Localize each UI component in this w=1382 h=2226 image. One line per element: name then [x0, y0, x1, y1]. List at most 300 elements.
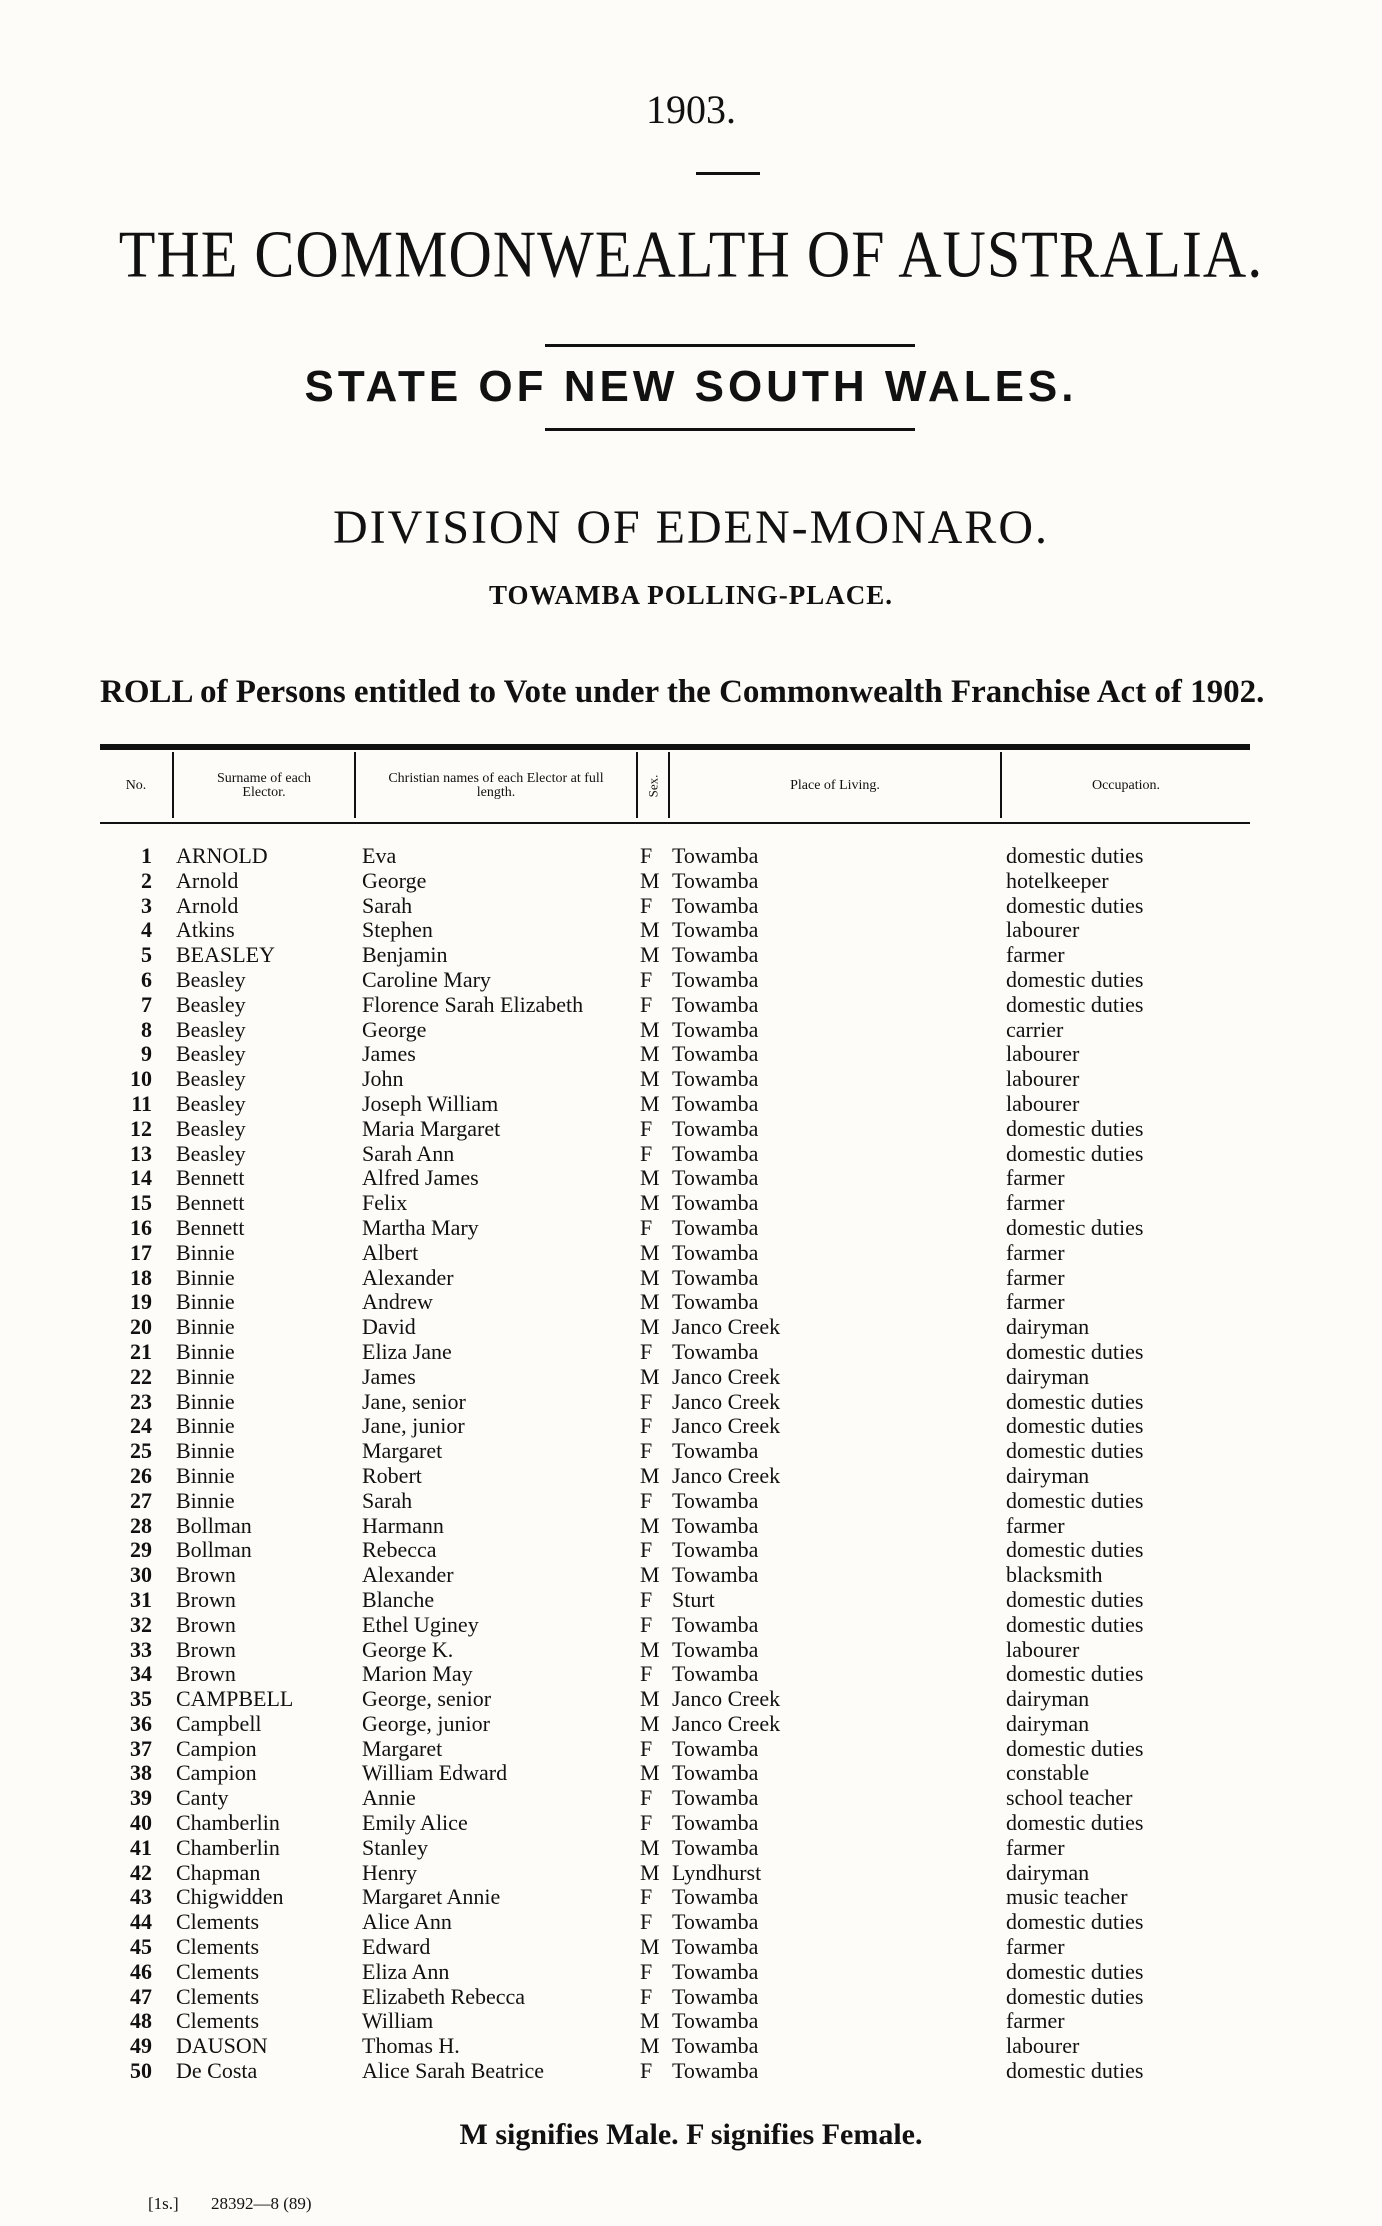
elector-sex: M — [640, 1041, 660, 1067]
elector-sex: F — [640, 1785, 653, 1811]
elector-occupation: domestic duties — [1006, 1388, 1144, 1414]
elector-occupation: domestic duties — [1006, 1958, 1144, 1984]
elector-christian-names: Emily Alice — [362, 1810, 468, 1836]
elector-number: 10 — [130, 1066, 152, 1092]
table-row — [0, 1489, 1382, 1514]
elector-place-of-living: Towamba — [672, 2058, 759, 2084]
elector-sex: F — [640, 1413, 653, 1439]
elector-occupation: farmer — [1006, 1190, 1065, 1216]
elector-place-of-living: Towamba — [672, 1834, 759, 1860]
table-row — [0, 1935, 1382, 1960]
table-row — [0, 968, 1382, 993]
elector-place-of-living: Towamba — [672, 1983, 759, 2009]
elector-place-of-living: Towamba — [672, 1785, 759, 1811]
elector-surname: Bollman — [176, 1512, 252, 1538]
elector-christian-names: Thomas H. — [362, 2033, 460, 2059]
elector-surname: Binnie — [176, 1462, 235, 1488]
table-row — [0, 1613, 1382, 1638]
elector-surname: Binnie — [176, 1438, 235, 1464]
elector-surname: Brown — [176, 1636, 236, 1662]
elector-surname: BEASLEY — [176, 942, 275, 968]
elector-surname: ARNOLD — [176, 843, 268, 868]
elector-christian-names: Andrew — [362, 1289, 433, 1315]
elector-christian-names: David — [362, 1314, 416, 1340]
elector-christian-names: Alexander — [362, 1264, 454, 1290]
elector-number: 20 — [130, 1314, 152, 1340]
elector-christian-names: George K. — [362, 1636, 454, 1662]
elector-christian-names: Edward — [362, 1934, 431, 1960]
elector-surname: Beasley — [176, 1090, 246, 1116]
elector-occupation: farmer — [1006, 1239, 1065, 1265]
elector-number: 3 — [141, 892, 152, 918]
elector-sex: F — [640, 1140, 653, 1166]
table-row — [0, 1761, 1382, 1786]
elector-place-of-living: Towamba — [672, 1611, 759, 1637]
elector-number: 15 — [130, 1190, 152, 1216]
elector-place-of-living: Towamba — [672, 1512, 759, 1538]
elector-occupation: farmer — [1006, 1289, 1065, 1315]
elector-number: 34 — [130, 1661, 152, 1687]
elector-number: 40 — [130, 1810, 152, 1836]
elector-place-of-living: Sturt — [672, 1586, 715, 1612]
elector-sex: F — [640, 1983, 653, 2009]
header-occupation: Occupation. — [1091, 778, 1161, 793]
elector-christian-names: William Edward — [362, 1760, 508, 1786]
elector-place-of-living: Towamba — [672, 1115, 759, 1141]
elector-number: 19 — [130, 1289, 152, 1315]
elector-sex: M — [640, 1264, 660, 1290]
elector-occupation: labourer — [1006, 2033, 1080, 2059]
elector-surname: Bennett — [176, 1190, 245, 1216]
elector-christian-names: Margaret — [362, 1438, 443, 1464]
elector-number: 47 — [130, 1983, 152, 2009]
elector-sex: M — [640, 1090, 660, 1116]
elector-number: 18 — [130, 1264, 152, 1290]
elector-number: 39 — [130, 1785, 152, 1811]
elector-sex: F — [640, 892, 653, 918]
page-title: THE COMMONWEALTH OF AUSTRALIA. — [118, 216, 1264, 291]
elector-sex: F — [640, 843, 653, 868]
elector-surname: Brown — [176, 1611, 236, 1637]
elector-occupation: constable — [1006, 1760, 1090, 1786]
elector-number: 36 — [130, 1710, 152, 1736]
elector-number: 33 — [130, 1636, 152, 1662]
elector-occupation: dairyman — [1006, 1363, 1090, 1389]
elector-surname: Beasley — [176, 1115, 246, 1141]
elector-place-of-living: Towamba — [672, 1016, 759, 1042]
elector-place-of-living: Janco Creek — [672, 1462, 781, 1488]
elector-sex: F — [640, 1884, 653, 1910]
elector-occupation: labourer — [1006, 1090, 1080, 1116]
division-heading: DIVISION OF EDEN-MONARO. — [333, 501, 1049, 554]
elector-number: 1 — [141, 843, 152, 868]
elector-number: 45 — [130, 1934, 152, 1960]
table-row — [0, 1390, 1382, 1415]
elector-occupation: domestic duties — [1006, 991, 1144, 1017]
elector-surname: Atkins — [176, 917, 235, 943]
elector-sex: M — [640, 1512, 660, 1538]
elector-sex: M — [640, 1859, 660, 1885]
elector-sex: M — [640, 1834, 660, 1860]
elector-number: 7 — [141, 991, 152, 1017]
elector-place-of-living: Towamba — [672, 966, 759, 992]
elector-occupation: domestic duties — [1006, 1115, 1144, 1141]
elector-number: 35 — [130, 1686, 152, 1712]
elector-surname: Chamberlin — [176, 1834, 280, 1860]
elector-surname: Brown — [176, 1562, 236, 1588]
elector-surname: Canty — [176, 1785, 229, 1811]
elector-sex: F — [640, 1735, 653, 1761]
elector-occupation: domestic duties — [1006, 1537, 1144, 1563]
elector-sex: F — [640, 991, 653, 1017]
elector-christian-names: Margaret — [362, 1735, 443, 1761]
elector-place-of-living: Towamba — [672, 1214, 759, 1240]
elector-surname: Beasley — [176, 966, 246, 992]
elector-christian-names: Rebecca — [362, 1537, 437, 1563]
elector-surname: Clements — [176, 1983, 260, 2009]
table-row — [0, 1290, 1382, 1315]
elector-surname: Campion — [176, 1760, 257, 1786]
elector-occupation: school teacher — [1006, 1785, 1133, 1811]
printer-code: [1s.] — [148, 2194, 179, 2213]
elector-place-of-living: Towamba — [672, 892, 759, 918]
elector-occupation: domestic duties — [1006, 2058, 1144, 2084]
elector-occupation: domestic duties — [1006, 1338, 1144, 1364]
table-row — [0, 1514, 1382, 1539]
elector-occupation: farmer — [1006, 1264, 1065, 1290]
elector-sex: F — [640, 1487, 653, 1513]
elector-surname: Binnie — [176, 1239, 235, 1265]
elector-occupation: labourer — [1006, 1636, 1080, 1662]
table-row — [0, 943, 1382, 968]
roll-title: ROLL of Persons entitled to Vote under the Commonwealth Franchise Act of 1902. — [100, 674, 1265, 710]
elector-place-of-living: Towamba — [672, 1140, 759, 1166]
elector-number: 9 — [141, 1041, 152, 1067]
elector-sex: F — [640, 1537, 653, 1563]
elector-number: 49 — [130, 2033, 152, 2059]
elector-surname: Clements — [176, 1958, 260, 1984]
elector-occupation: dairyman — [1006, 1859, 1090, 1885]
elector-number: 25 — [130, 1438, 152, 1464]
elector-occupation: farmer — [1006, 1934, 1065, 1960]
elector-occupation: farmer — [1006, 2008, 1065, 2034]
elector-place-of-living: Towamba — [672, 1264, 759, 1290]
table-row — [0, 1588, 1382, 1613]
table-row — [0, 844, 1382, 869]
table-row — [0, 2009, 1382, 2034]
elector-surname: CAMPBELL — [176, 1686, 294, 1712]
elector-christian-names: Stanley — [362, 1834, 428, 1860]
table-row — [0, 1266, 1382, 1291]
elector-place-of-living: Towamba — [672, 2033, 759, 2059]
elector-number: 43 — [130, 1884, 152, 1910]
elector-occupation: domestic duties — [1006, 1810, 1144, 1836]
elector-christian-names: Stephen — [362, 917, 433, 943]
elector-occupation: farmer — [1006, 1834, 1065, 1860]
elector-surname: Beasley — [176, 1140, 246, 1166]
header-christian-names: Christian names of each Elector at full length. — [388, 771, 604, 800]
elector-number: 46 — [130, 1958, 152, 1984]
elector-surname: Binnie — [176, 1388, 235, 1414]
elector-christian-names: Henry — [362, 1859, 417, 1885]
elector-christian-names: Alice Ann — [362, 1909, 452, 1935]
elector-sex: M — [640, 917, 660, 943]
elector-place-of-living: Towamba — [672, 1289, 759, 1315]
elector-sex: M — [640, 1016, 660, 1042]
elector-surname: Campion — [176, 1735, 257, 1761]
elector-sex: M — [640, 1289, 660, 1315]
elector-christian-names: Eliza Jane — [362, 1338, 452, 1364]
table-row — [0, 1414, 1382, 1439]
elector-occupation: hotelkeeper — [1006, 867, 1109, 893]
elector-christian-names: Eliza Ann — [362, 1958, 450, 1984]
elector-place-of-living: Janco Creek — [672, 1314, 781, 1340]
elector-christian-names: Margaret Annie — [362, 1884, 501, 1910]
elector-sex: F — [640, 1586, 653, 1612]
elector-sex: F — [640, 966, 653, 992]
elector-number: 22 — [130, 1363, 152, 1389]
table-row — [0, 1067, 1382, 1092]
table-row — [0, 1638, 1382, 1663]
elector-number: 27 — [130, 1487, 152, 1513]
elector-surname: Brown — [176, 1661, 236, 1687]
elector-number: 2 — [141, 867, 152, 893]
table-row — [0, 1662, 1382, 1687]
elector-surname: Clements — [176, 2008, 260, 2034]
elector-sex: M — [640, 1239, 660, 1265]
elector-number: 30 — [130, 1562, 152, 1588]
elector-christian-names: Albert — [362, 1239, 419, 1265]
elector-surname: Arnold — [176, 867, 239, 893]
elector-surname: Binnie — [176, 1363, 235, 1389]
elector-christian-names: Eva — [362, 843, 397, 868]
elector-place-of-living: Towamba — [672, 1636, 759, 1662]
elector-number: 4 — [141, 917, 152, 943]
elector-surname: DAUSON — [176, 2033, 268, 2059]
elector-number: 6 — [141, 966, 152, 992]
elector-number: 21 — [130, 1338, 152, 1364]
elector-surname: Binnie — [176, 1338, 235, 1364]
divider-rule — [696, 172, 760, 175]
table-row — [0, 1687, 1382, 1712]
elector-sex: M — [640, 1165, 660, 1191]
elector-occupation: carrier — [1006, 1016, 1064, 1042]
elector-christian-names: Jane, senior — [362, 1388, 466, 1414]
elector-number: 24 — [130, 1413, 152, 1439]
table-row — [0, 1737, 1382, 1762]
sex-legend: M signifies Male. F signifies Female. — [459, 2118, 923, 2151]
elector-sex: M — [640, 1066, 660, 1092]
elector-place-of-living: Towamba — [672, 1190, 759, 1216]
elector-number: 32 — [130, 1611, 152, 1637]
elector-place-of-living: Towamba — [672, 1041, 759, 1067]
table-row — [0, 1315, 1382, 1340]
elector-surname: Clements — [176, 1909, 260, 1935]
state-heading: STATE OF NEW SOUTH WALES. — [304, 362, 1078, 411]
elector-place-of-living: Towamba — [672, 1934, 759, 1960]
elector-sex: M — [640, 2033, 660, 2059]
elector-sex: F — [640, 1958, 653, 1984]
elector-occupation: dairyman — [1006, 1314, 1090, 1340]
elector-number: 16 — [130, 1214, 152, 1240]
elector-place-of-living: Towamba — [672, 1090, 759, 1116]
elector-occupation: domestic duties — [1006, 892, 1144, 918]
elector-number: 31 — [130, 1586, 152, 1612]
elector-sex: F — [640, 2058, 653, 2084]
elector-sex: M — [640, 1934, 660, 1960]
elector-number: 5 — [141, 942, 152, 968]
elector-place-of-living: Towamba — [672, 1239, 759, 1265]
elector-surname: Beasley — [176, 1016, 246, 1042]
elector-surname: Binnie — [176, 1314, 235, 1340]
elector-sex: M — [640, 1190, 660, 1216]
elector-sex: F — [640, 1909, 653, 1935]
elector-occupation: domestic duties — [1006, 1983, 1144, 2009]
elector-christian-names: Annie — [362, 1785, 416, 1811]
elector-place-of-living: Towamba — [672, 1562, 759, 1588]
elector-occupation: farmer — [1006, 1512, 1065, 1538]
table-row — [0, 1786, 1382, 1811]
elector-christian-names: Sarah — [362, 1487, 413, 1513]
elector-place-of-living: Janco Creek — [672, 1710, 781, 1736]
table-row — [0, 2059, 1382, 2084]
elector-place-of-living: Towamba — [672, 1661, 759, 1687]
elector-number: 11 — [131, 1090, 152, 1116]
elector-surname: Beasley — [176, 991, 246, 1017]
table-row — [0, 1563, 1382, 1588]
elector-occupation: labourer — [1006, 1041, 1080, 1067]
header-no: No. — [125, 778, 147, 793]
elector-sex: F — [640, 1388, 653, 1414]
elector-occupation: domestic duties — [1006, 1214, 1144, 1240]
elector-occupation: domestic duties — [1006, 1438, 1144, 1464]
elector-sex: M — [640, 1462, 660, 1488]
elector-occupation: domestic duties — [1006, 843, 1144, 868]
table-row — [0, 1216, 1382, 1241]
elector-sex: M — [640, 1686, 660, 1712]
table-row — [0, 1712, 1382, 1737]
elector-christian-names: Blanche — [362, 1586, 435, 1612]
elector-place-of-living: Towamba — [672, 1884, 759, 1910]
table-row — [0, 1910, 1382, 1935]
elector-christian-names: George — [362, 1016, 427, 1042]
elector-place-of-living: Towamba — [672, 1066, 759, 1092]
elector-list — [0, 844, 1382, 2084]
elector-sex: F — [640, 1810, 653, 1836]
table-row — [0, 1439, 1382, 1464]
divider-rule — [545, 344, 915, 347]
elector-christian-names: Maria Margaret — [362, 1115, 501, 1141]
elector-occupation: dairyman — [1006, 1686, 1090, 1712]
elector-christian-names: George, junior — [362, 1710, 490, 1736]
elector-number: 23 — [130, 1388, 152, 1414]
elector-christian-names: Sarah — [362, 892, 413, 918]
elector-number: 26 — [130, 1462, 152, 1488]
elector-surname: Bennett — [176, 1214, 245, 1240]
elector-place-of-living: Janco Creek — [672, 1413, 781, 1439]
table-row — [0, 894, 1382, 919]
table-row — [0, 869, 1382, 894]
elector-christian-names: Alfred James — [362, 1165, 479, 1191]
table-row — [0, 1960, 1382, 1985]
elector-sex: M — [640, 1636, 660, 1662]
elector-christian-names: Ethel Uginey — [362, 1611, 479, 1637]
header-place-of-living: Place of Living. — [790, 778, 880, 793]
elector-occupation: music teacher — [1006, 1884, 1128, 1910]
elector-occupation: domestic duties — [1006, 1735, 1144, 1761]
table-row — [0, 1092, 1382, 1117]
table-row — [0, 1340, 1382, 1365]
elector-sex: M — [640, 2008, 660, 2034]
divider-rule — [545, 428, 915, 431]
elector-place-of-living: Towamba — [672, 2008, 759, 2034]
elector-place-of-living: Towamba — [672, 1338, 759, 1364]
elector-place-of-living: Towamba — [672, 917, 759, 943]
elector-place-of-living: Towamba — [672, 1438, 759, 1464]
elector-christian-names: Florence Sarah Elizabeth — [362, 991, 584, 1017]
elector-christian-names: Benjamin — [362, 942, 448, 968]
elector-place-of-living: Towamba — [672, 942, 759, 968]
table-row — [0, 1985, 1382, 2010]
elector-occupation: blacksmith — [1006, 1562, 1103, 1588]
elector-surname: Arnold — [176, 892, 239, 918]
elector-sex: F — [640, 1338, 653, 1364]
elector-christian-names: Harmann — [362, 1512, 444, 1538]
elector-christian-names: Felix — [362, 1190, 408, 1216]
elector-sex: M — [640, 1710, 660, 1736]
table-row — [0, 1191, 1382, 1216]
elector-number: 42 — [130, 1859, 152, 1885]
elector-occupation: labourer — [1006, 1066, 1080, 1092]
elector-place-of-living: Towamba — [672, 1487, 759, 1513]
elector-surname: Binnie — [176, 1413, 235, 1439]
elector-christian-names: John — [362, 1066, 404, 1092]
elector-place-of-living: Janco Creek — [672, 1363, 781, 1389]
header-sex-label: Sex. — [645, 774, 660, 798]
header-surname: Surname of each Elector. — [216, 771, 312, 800]
elector-place-of-living: Janco Creek — [672, 1686, 781, 1712]
elector-occupation: domestic duties — [1006, 1909, 1144, 1935]
elector-sex: M — [640, 1760, 660, 1786]
elector-christian-names: Sarah Ann — [362, 1140, 455, 1166]
elector-number: 48 — [130, 2008, 152, 2034]
elector-sex: M — [640, 1363, 660, 1389]
elector-christian-names: Martha Mary — [362, 1214, 479, 1240]
elector-surname: Bennett — [176, 1165, 245, 1191]
elector-number: 8 — [141, 1016, 152, 1042]
table-row — [0, 1042, 1382, 1067]
elector-occupation: farmer — [1006, 942, 1065, 968]
elector-occupation: dairyman — [1006, 1710, 1090, 1736]
elector-place-of-living: Towamba — [672, 1735, 759, 1761]
elector-christian-names: Marion May — [362, 1661, 473, 1687]
elector-christian-names: George, senior — [362, 1686, 492, 1712]
elector-occupation: domestic duties — [1006, 1611, 1144, 1637]
elector-occupation: domestic duties — [1006, 1140, 1144, 1166]
elector-christian-names: James — [362, 1363, 416, 1389]
elector-occupation: farmer — [1006, 1165, 1065, 1191]
elector-sex: F — [640, 1214, 653, 1240]
elector-occupation: domestic duties — [1006, 1661, 1144, 1687]
elector-christian-names: Jane, junior — [362, 1413, 465, 1439]
elector-place-of-living: Janco Creek — [672, 1388, 781, 1414]
table-row — [0, 1018, 1382, 1043]
table-row — [0, 918, 1382, 943]
elector-number: 12 — [130, 1115, 152, 1141]
elector-occupation: domestic duties — [1006, 1487, 1144, 1513]
table-row — [0, 1142, 1382, 1167]
elector-christian-names: Caroline Mary — [362, 966, 491, 992]
